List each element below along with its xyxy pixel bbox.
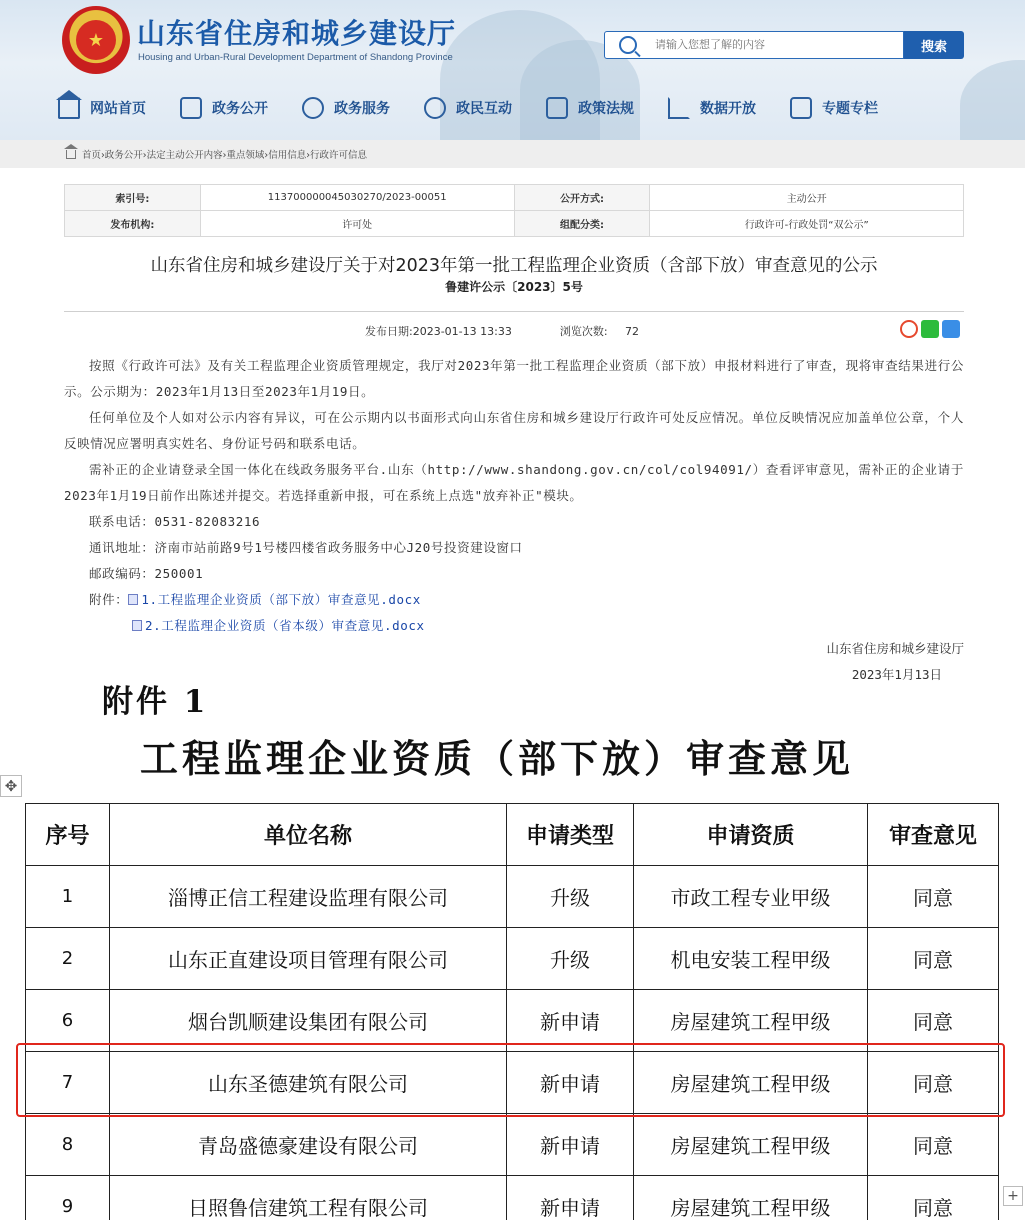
views-label: 浏览次数: — [559, 325, 608, 338]
meta-class-value: 行政许可-行政处罚“双公示” — [650, 211, 964, 237]
table-row — [26, 928, 999, 990]
cell: 青岛盛德豪建设有限公司 — [110, 1114, 507, 1176]
cell: 6 — [26, 990, 110, 1052]
nav-item-data[interactable] — [668, 97, 756, 119]
contact-address: 通讯地址：济南市站前路9号1号楼四楼省政务服务中心J20号投资建设窗口 — [89, 540, 523, 555]
column-header: 审查意见 — [868, 804, 999, 866]
cell: 淄博正信工程建设监理有限公司 — [110, 866, 507, 928]
meta-class-label: 组配分类: — [514, 211, 650, 237]
view-count: 72 — [625, 325, 640, 338]
national-emblem-icon: ★ — [62, 6, 130, 74]
cell: 房屋建筑工程甲级 — [634, 990, 868, 1052]
document-number: 鲁建许公示〔2023〕5号 — [445, 280, 583, 294]
nav-item-policy[interactable] — [546, 97, 634, 119]
main-nav — [58, 97, 912, 119]
date-label: 发布日期: — [365, 325, 413, 338]
cell: 同意 — [868, 1114, 999, 1176]
nav-item-special[interactable] — [790, 97, 878, 119]
page-title: 山东省住房和城乡建设厅关于对2023年第一批工程监理企业资质（含部下放）审查意见的公示 — [150, 256, 878, 276]
nav-label: 政民互动 — [456, 101, 512, 117]
home-icon — [58, 97, 80, 119]
weibo-share-icon[interactable] — [900, 320, 918, 338]
wechat-share-icon[interactable] — [921, 320, 939, 338]
nav-label: 专题专栏 — [822, 101, 878, 117]
cell: 同意 — [868, 866, 999, 928]
column-header: 单位名称 — [110, 804, 507, 866]
meta-open-value: 主动公开 — [650, 185, 964, 211]
search-box[interactable] — [604, 31, 904, 59]
contact-phone: 联系电话：0531-82083216 — [89, 514, 261, 529]
cell: 1 — [26, 866, 110, 928]
review-table — [25, 803, 999, 1220]
cell: 同意 — [868, 990, 999, 1052]
decor-mountain — [960, 60, 1025, 140]
nav-label: 数据开放 — [700, 101, 756, 117]
table-row-highlighted — [26, 1052, 999, 1114]
cell: 烟台凯顺建设集团有限公司 — [110, 990, 507, 1052]
attachment-link-1[interactable]: 1.工程监理企业资质（部下放）审查意见.docx — [141, 592, 421, 607]
chart-icon — [668, 97, 690, 119]
attachment-title: 工程监理企业资质（部下放）审查意见 — [140, 736, 855, 781]
column-header: 申请资质 — [634, 804, 868, 866]
breadcrumb-text[interactable]: 首页›政务公开›法定主动公开内容›重点领域›信用信息›行政许可信息 — [82, 150, 367, 161]
cell: 同意 — [868, 1176, 999, 1220]
meta-table — [64, 184, 964, 237]
nav-item-gov-service[interactable] — [302, 97, 390, 119]
cell: 山东圣德建筑有限公司 — [110, 1052, 507, 1114]
site-subtitle: Housing and Urban-Rural Development Department of Shandong Province — [138, 52, 453, 63]
article-body — [64, 353, 964, 639]
qzone-share-icon[interactable] — [942, 320, 960, 338]
meta-org-value: 许可处 — [200, 211, 514, 237]
cell: 同意 — [868, 1052, 999, 1114]
table-row — [26, 1176, 999, 1220]
table-header-row — [26, 804, 999, 866]
attachment-icon — [132, 620, 142, 631]
cell: 升级 — [507, 928, 634, 990]
attachments — [64, 587, 964, 613]
paragraph: 按照《行政许可法》及有关工程监理企业资质管理规定，我厅对2023年第一批工程监理企业资质（部下放）申报材料进行了审查，现将审查结果进行公示。公示期为：2023年1月13日至2023年1月19日。 — [64, 358, 964, 399]
cell: 2 — [26, 928, 110, 990]
nav-label: 政务服务 — [334, 101, 390, 117]
postcode: 邮政编码：250001 — [89, 566, 204, 581]
nav-item-home[interactable] — [58, 97, 146, 119]
cell: 新申请 — [507, 990, 634, 1052]
cell: 日照鲁信建筑工程有限公司 — [110, 1176, 507, 1220]
cell: 机电安装工程甲级 — [634, 928, 868, 990]
cell: 市政工程专业甲级 — [634, 866, 868, 928]
meta-index-label: 索引号: — [65, 185, 201, 211]
chat-icon — [424, 97, 446, 119]
publish-info — [365, 323, 639, 339]
star-icon — [790, 97, 812, 119]
sign-org: 山东省住房和城乡建设厅 — [826, 641, 964, 656]
home-icon[interactable] — [66, 150, 76, 159]
nav-item-gov-open[interactable] — [180, 97, 268, 119]
paragraph: 需补正的企业请登录全国一体化在线政务服务平台.山东（http://www.shandong.gov.cn/col/col94091/）查看评审意见，需补正的企业请于2023年1月19日前作出陈述并提交。若选择重新申报，可在系统上点选"放弃补正"模块。 — [64, 462, 964, 503]
add-icon[interactable]: + — [1003, 1186, 1023, 1206]
publish-date: 2023-01-13 13:33 — [412, 325, 512, 338]
table-row — [26, 990, 999, 1052]
nav-item-interaction[interactable] — [424, 97, 512, 119]
attachment-heading: 附件 1 — [102, 684, 209, 720]
cell: 山东正直建设项目管理有限公司 — [110, 928, 507, 990]
cell: 房屋建筑工程甲级 — [634, 1052, 868, 1114]
paragraph: 任何单位及个人如对公示内容有异议，可在公示期内以书面形式向山东省住房和城乡建设厅行政许可处反应情况。单位反映情况应加盖单位公章，个人反映情况应署明真实姓名、身份证号码和联系电话。 — [64, 410, 964, 451]
breadcrumb — [0, 140, 1025, 168]
share-bar — [897, 320, 960, 338]
site-header — [0, 0, 1025, 140]
table-row — [26, 866, 999, 928]
attach-label: 附件： — [89, 592, 129, 607]
document-icon — [546, 97, 568, 119]
handshake-icon — [302, 97, 324, 119]
nav-label: 网站首页 — [90, 101, 146, 117]
search-input[interactable] — [655, 39, 895, 51]
cell: 房屋建筑工程甲级 — [634, 1176, 868, 1220]
cell: 新申请 — [507, 1114, 634, 1176]
attachment-icon — [128, 594, 138, 605]
divider — [64, 311, 964, 312]
move-handle-icon[interactable]: ✥ — [0, 775, 22, 797]
search-button[interactable]: 搜索 — [904, 31, 964, 59]
attachment-link-2[interactable]: 2.工程监理企业资质（省本级）审查意见.docx — [145, 618, 425, 633]
cell: 新申请 — [507, 1052, 634, 1114]
building-icon — [180, 97, 202, 119]
signature — [764, 636, 964, 688]
sign-date: 2023年1月13日 — [851, 667, 942, 682]
cell: 8 — [26, 1114, 110, 1176]
table-row — [26, 1114, 999, 1176]
cell: 房屋建筑工程甲级 — [634, 1114, 868, 1176]
nav-label: 政策法规 — [578, 101, 634, 117]
nav-label: 政务公开 — [212, 101, 268, 117]
meta-open-label: 公开方式: — [514, 185, 650, 211]
cell: 新申请 — [507, 1176, 634, 1220]
search-icon — [619, 36, 637, 54]
meta-org-label: 发布机构: — [65, 211, 201, 237]
column-header: 序号 — [26, 804, 110, 866]
site-title[interactable]: 山东省住房和城乡建设厅 — [137, 17, 457, 50]
cell: 同意 — [868, 928, 999, 990]
cell: 7 — [26, 1052, 110, 1114]
column-header: 申请类型 — [507, 804, 634, 866]
meta-index-value: 113700000045030270/2023-00051 — [200, 185, 514, 211]
cell: 升级 — [507, 866, 634, 928]
cell: 9 — [26, 1176, 110, 1220]
